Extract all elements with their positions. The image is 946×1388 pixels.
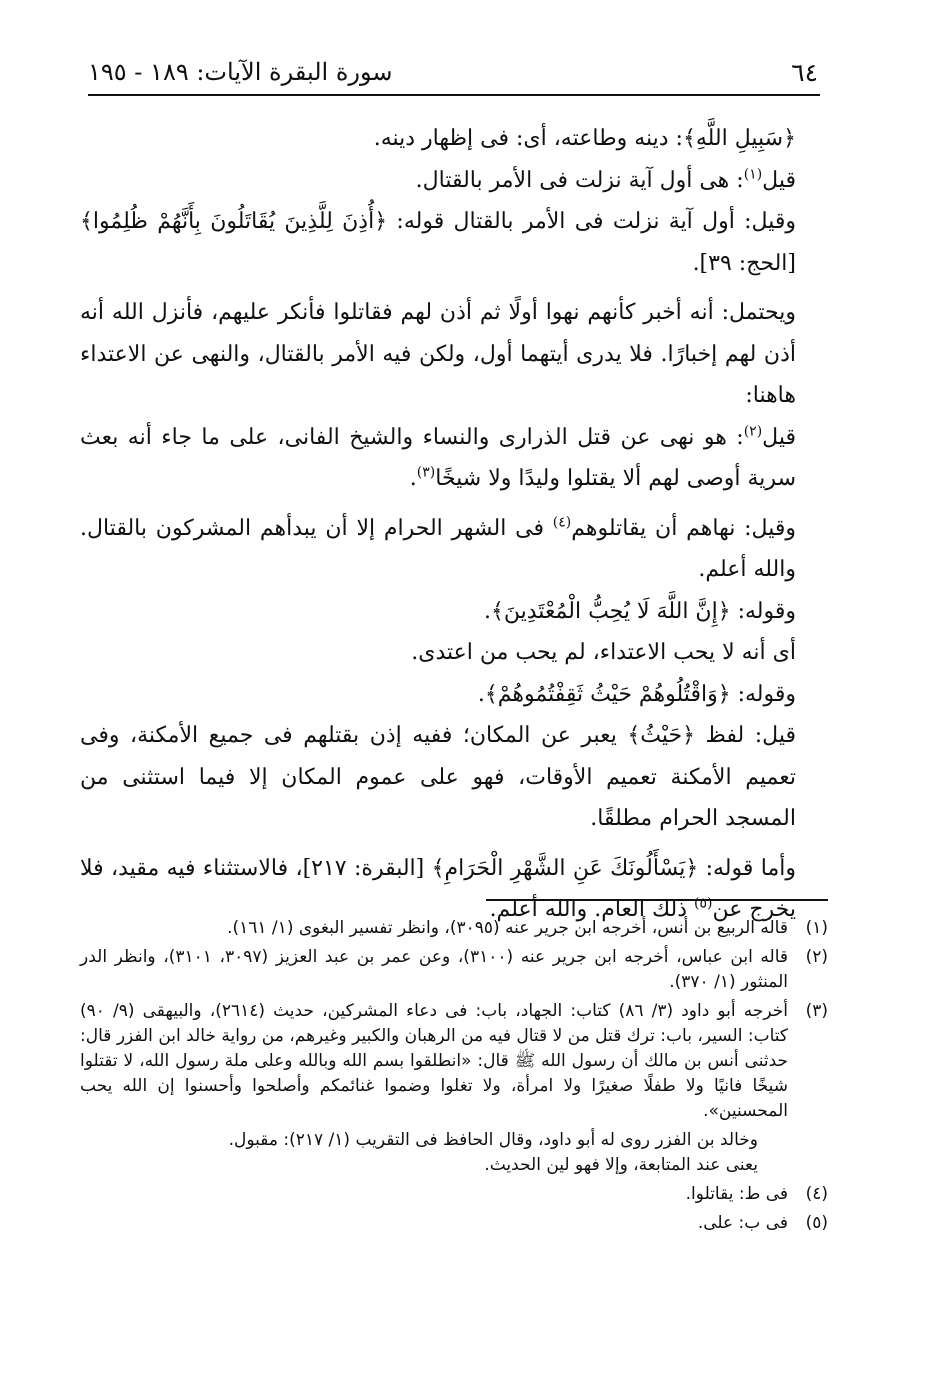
running-title: سورة البقرة الآيات: ١٨٩ - ١٩٥	[88, 58, 393, 86]
main-text	[80, 118, 828, 931]
footnote	[80, 1211, 828, 1236]
footnote	[80, 916, 828, 941]
footnote-ref: (١)	[743, 166, 763, 183]
footnote-number: (١)	[805, 918, 828, 938]
paragraph	[80, 160, 828, 202]
paragraph: وقوله: ﴿إِنَّ اللَّهَ لَا يُحِبُّ الْمُعْتَدِينَ﴾.	[484, 598, 796, 624]
footnote-ref: (٥)	[694, 895, 713, 912]
footnote-number: (٤)	[805, 1184, 828, 1204]
footnote-text: أخرجه أبو داود (٣/ ٨٦) كتاب: الجهاد، باب: فى دعاء المشركين، حديث (٢٦١٤)، والبيهقى (٩/ ٩٠) كتاب: السير، باب: ترك قتل من لا قتال فيه من الرهبان والكبير وغيرهم، من رواية خالد ابن الفزر قال: حدثنى أنس بن مالك أن رسول الله ﷺ قال: «انطلقوا بسم الله وبالله وعلى ملة رسول الله، لا تقتلوا شيخًا فانيًا ولا طفلًا صغيرًا ولا امرأة، ولا تغلوا وضموا غنائمكم وأصلحوا وأحسنوا إن الله يحب المحسنين».	[80, 1001, 788, 1121]
header-rule	[88, 94, 820, 96]
paragraph: وقيل: أول آية نزلت فى الأمر بالقتال قوله: ﴿أُذِنَ لِلَّذِينَ يُقَاتَلُونَ بِأَنَّهُمْ ظُلِمُوا﴾ [الحج: ٣٩].	[80, 209, 796, 276]
text-run: : هى أول آية نزلت فى الأمر بالقتال.	[415, 167, 744, 193]
text-run: قيل	[762, 424, 796, 450]
text-run: : هو نهى عن قتل الذرارى والنساء والشيخ الفانى، على ما جاء أنه بعث سرية أوصى لهم ألا يقتلوا وليدًا ولا شيخًا	[80, 424, 796, 491]
text-run: فى الشهر الحرام إلا أن يبدأهم المشركون بالقتال. والله أعلم.	[80, 515, 796, 582]
paragraph: أى أنه لا يحب الاعتداء، لم يحب من اعتدى.	[411, 640, 796, 665]
page-number: ٦٤	[791, 57, 818, 87]
page-header	[88, 54, 818, 90]
footnote-number: (٢)	[805, 947, 828, 967]
paragraph: وقوله: ﴿وَاقْتُلُوهُمْ حَيْثُ ثَقِفْتُمُوهُمْ﴾.	[477, 681, 796, 707]
text-run: وأما قوله: ﴿يَسْأَلُونَكَ عَنِ الشَّهْرِ الْحَرَامِ﴾ [البقرة: ٢١٧]، فالاستثناء فيه مقيد، فلا يخرج عن	[80, 855, 796, 922]
paragraph: ﴿سَبِيلِ اللَّهِ﴾: دينه وطاعته، أى: فى إظهار دينه.	[373, 126, 796, 151]
footnote-ref: (٤)	[552, 514, 572, 531]
footnote-number: (٥)	[805, 1213, 828, 1233]
paragraph: قيل: لفظ ﴿حَيْثُ﴾ يعبر عن المكان؛ ففيه إذن بقتلهم فى جميع الأمكنة، وفى تعميم الأمكنة تعميم الأوقات، فهو على عموم المكان إلا فيما استثنى من المسجد الحرام مطلقًا.	[80, 723, 796, 831]
text-run: .	[409, 466, 417, 491]
text-run: وقيل: نهاهم أن يقاتلوهم	[571, 515, 796, 541]
text-run: ذلك العام. والله أعلم.	[489, 897, 694, 922]
footnote	[80, 1182, 828, 1207]
footnote-text: قاله ابن عباس، أخرجه ابن جرير عنه (٣١٠٠)، وعن عمر بن عبد العزيز (٣٠٩٧، ٣١٠١)، وانظر الدر المنثور (١/ ٣٧٠).	[80, 947, 789, 992]
footnote-text: قاله الربيع بن أنس، أخرجه ابن جرير عنه (٣٠٩٥)، وانظر تفسير البغوى (١/ ١٦١).	[227, 918, 788, 938]
footnote-continuation: وخالد بن الفزر روى له أبو داود، وقال الحافظ فى التقريب (١/ ٢١٧): مقبول.	[228, 1130, 758, 1150]
footnote-rule	[486, 899, 828, 901]
footnote-number: (٣)	[805, 1001, 828, 1021]
footnote-text: فى ط: يقاتلوا.	[685, 1184, 788, 1204]
footnote-text: فى ب: على.	[697, 1213, 788, 1233]
footnote	[80, 999, 828, 1124]
footnote-ref: (٢)	[743, 423, 763, 440]
footnote-ref: (٣)	[416, 464, 436, 481]
paragraph	[80, 417, 828, 500]
paragraph: ويحتمل: أنه أخبر كأنهم نهوا أولًا ثم أذن لهم فقاتلوا فأنكر عليهم، فأنزل الله أنه أذن لهم إخبارًا. فلا يدرى أيتهما أول، ولكن فيه الأمر بالقتال، والنهى عن الاعتداء هاهنا:	[80, 300, 796, 408]
text-run: قيل	[762, 167, 796, 193]
paragraph	[80, 508, 828, 591]
footnotes	[80, 916, 828, 1240]
footnote	[80, 945, 828, 995]
footnote-continuation: يعنى عند المتابعة، وإلا فهو لين الحديث.	[484, 1155, 758, 1175]
